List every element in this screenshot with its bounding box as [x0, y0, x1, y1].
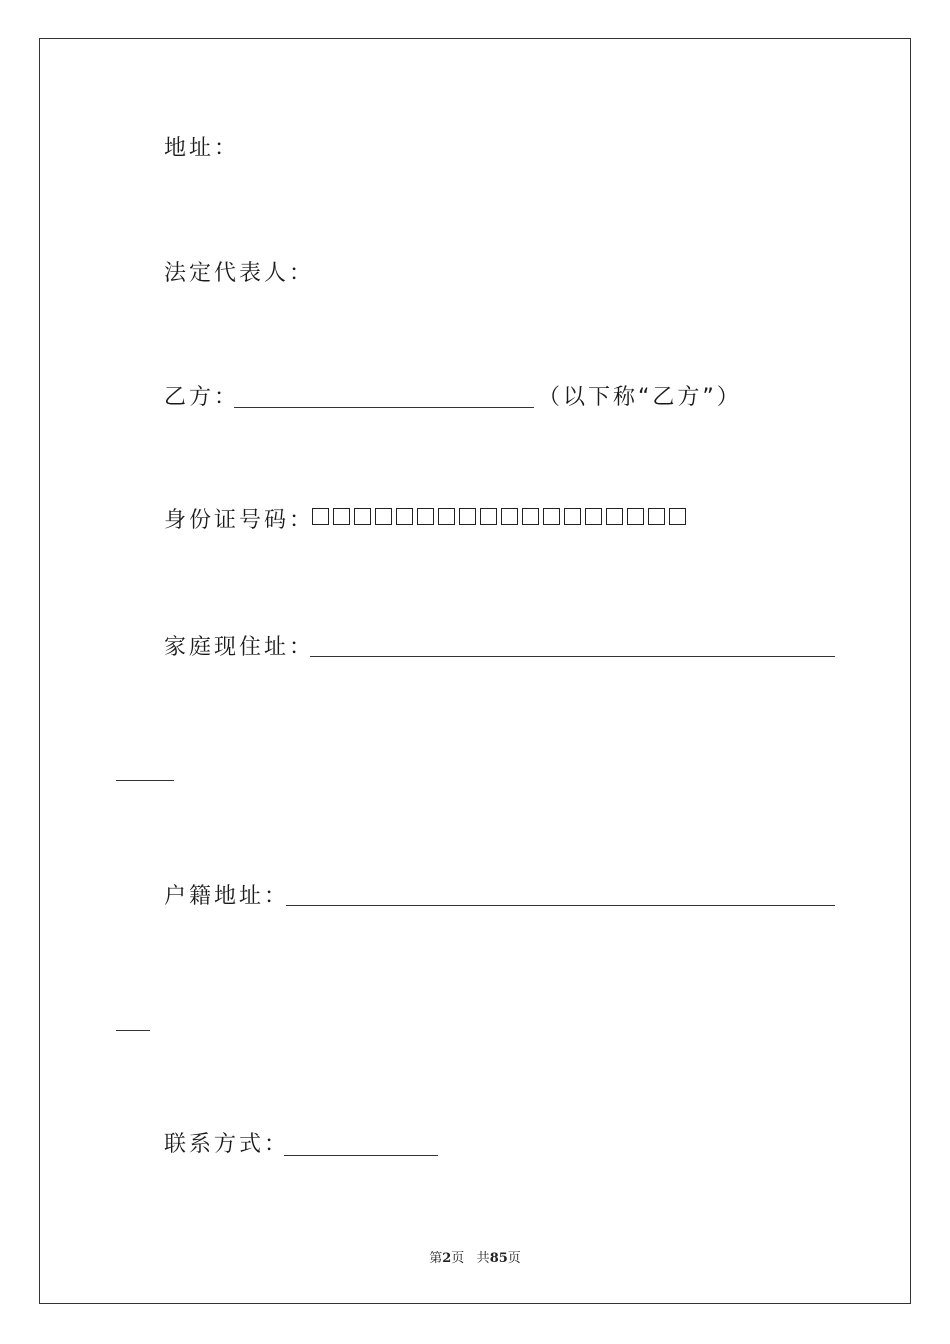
- hukou-address-label: 户籍地址：: [164, 884, 290, 909]
- id-digit-box[interactable]: [543, 508, 560, 525]
- hukou-address-blank[interactable]: [286, 905, 835, 906]
- contact-blank[interactable]: [284, 1155, 438, 1156]
- party-b-suffix: （以下称“乙方”）: [538, 385, 742, 410]
- id-digit-box[interactable]: [564, 508, 581, 525]
- id-digit-box[interactable]: [522, 508, 539, 525]
- footer-page-number: 2: [442, 1251, 452, 1266]
- party-b-label: 乙方：: [164, 385, 240, 410]
- address-label: 地址：: [164, 136, 240, 161]
- id-digit-box[interactable]: [648, 508, 665, 525]
- id-digit-box[interactable]: [480, 508, 497, 525]
- id-digit-box[interactable]: [396, 508, 413, 525]
- id-digit-box[interactable]: [459, 508, 476, 525]
- home-address-blank[interactable]: [310, 656, 835, 657]
- footer-page-prefix: 第: [429, 1251, 443, 1266]
- id-digit-box[interactable]: [585, 508, 602, 525]
- party-b-blank[interactable]: [234, 407, 534, 408]
- id-digit-box[interactable]: [669, 508, 686, 525]
- id-digit-box[interactable]: [501, 508, 518, 525]
- page-border: [39, 38, 911, 1304]
- id-digit-box[interactable]: [312, 508, 329, 525]
- home-address-label: 家庭现住址：: [164, 635, 315, 660]
- id-number-boxes[interactable]: [312, 508, 686, 525]
- id-digit-box[interactable]: [606, 508, 623, 525]
- contact-label: 联系方式：: [164, 1132, 290, 1157]
- footer-total-number: 85: [489, 1251, 508, 1266]
- footer-page-suffix: 页: [451, 1251, 465, 1266]
- id-digit-box[interactable]: [375, 508, 392, 525]
- id-digit-box[interactable]: [354, 508, 371, 525]
- id-digit-box[interactable]: [333, 508, 350, 525]
- home-address-blank-continued[interactable]: [116, 780, 174, 781]
- footer-total-prefix: 共: [476, 1251, 490, 1266]
- hukou-address-blank-continued[interactable]: [116, 1030, 150, 1031]
- page-footer: [0, 1247, 950, 1266]
- id-number-label: 身份证号码：: [164, 508, 315, 533]
- legal-representative-label: 法定代表人：: [164, 261, 315, 286]
- footer-total-suffix: 页: [507, 1251, 521, 1266]
- id-digit-box[interactable]: [417, 508, 434, 525]
- id-digit-box[interactable]: [438, 508, 455, 525]
- id-digit-box[interactable]: [627, 508, 644, 525]
